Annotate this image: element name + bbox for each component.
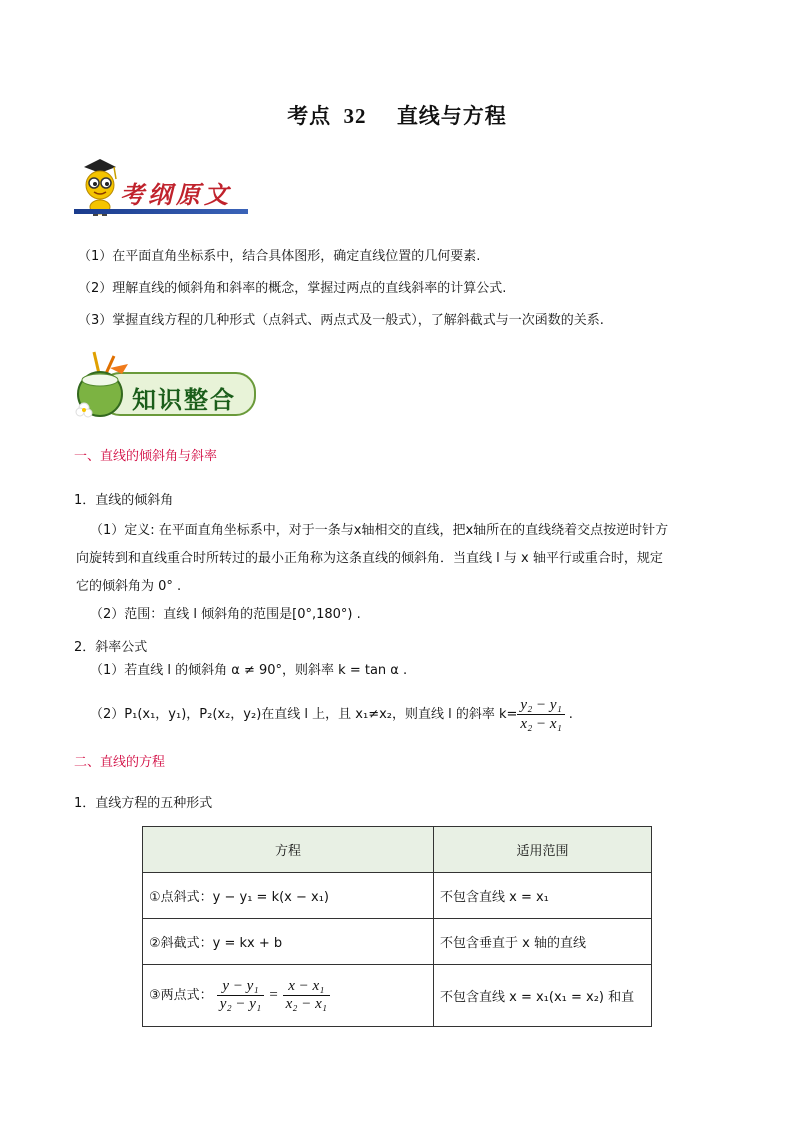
- definition-line-3: 它的倾斜角为 0° .: [76, 579, 182, 594]
- two-point-fraction-right: [283, 978, 330, 1013]
- fraction-numerator: x − x₁: [283, 978, 330, 996]
- table-header: 方程: [143, 827, 434, 873]
- title-number: 32: [343, 104, 367, 128]
- two-point-label: ③两点式：: [149, 988, 213, 1003]
- section-heading-2: 二、直线的方程: [74, 755, 166, 770]
- fraction-denominator: x₂ − x₁: [285, 996, 327, 1012]
- fraction-denominator: y₂ − y₁: [219, 996, 262, 1012]
- table-cell-equation: [143, 965, 434, 1027]
- title-prefix: 考点: [287, 104, 332, 128]
- table-row: [143, 873, 652, 919]
- slope-denominator: x₂ − x₁: [520, 716, 562, 732]
- section-heading-1: 一、直线的倾斜角与斜率: [74, 449, 218, 464]
- banner-title: 考纲原文: [120, 180, 232, 209]
- equals-sign: =: [268, 987, 279, 1003]
- two-point-fraction-left: [217, 978, 264, 1013]
- slope-numerator: y₂ − y₁: [517, 696, 564, 715]
- slope-fraction: [517, 696, 564, 733]
- fraction-numerator: y − y₁: [217, 978, 264, 996]
- outline-item-3: （3）掌握直线方程的几种形式（点斜式、两点式及一般式），了解斜截式与一次函数的关系.: [78, 313, 604, 328]
- line-equation-table: [142, 826, 652, 1027]
- table-cell-scope: 不包含直线 x = x₁(x₁ = x₂) 和直: [434, 965, 652, 1027]
- slope-statement-2: [90, 696, 573, 733]
- page-title: [0, 100, 794, 130]
- coconut-drink-icon: [70, 350, 132, 420]
- definition-line-1: （1）定义: 在平面直角坐标系中，对于一条与x轴相交的直线，把x轴所在的直线绕着交点按逆时针方: [90, 523, 669, 538]
- table-cell-scope: 不包含直线 x = x₁: [434, 873, 652, 919]
- table-row: [143, 965, 652, 1027]
- definition-line-2: 向旋转到和直线重合时所转过的最小正角称为这条直线的倾斜角．当直线 l 与 x 轴平行或重合时，规定: [76, 551, 663, 566]
- outline-item-1: （1）在平面直角坐标系中，结合具体图形，确定直线位置的几何要素.: [78, 249, 481, 264]
- range-statement: （2）范围：直线 l 倾斜角的范围是[0°,180°) .: [90, 607, 361, 622]
- table-row: [143, 919, 652, 965]
- subheading-five-forms: 1．直线方程的五种形式: [74, 796, 213, 811]
- slope-end: .: [568, 706, 573, 722]
- table-cell-equation: ②斜截式：y = kx + b: [143, 919, 434, 965]
- banner-knowledge: [70, 350, 255, 420]
- banner-title: 知识整合: [132, 385, 236, 414]
- slope-statement-1: （1）若直线 l 的倾斜角 α ≠ 90°，则斜率 k = tan α .: [90, 663, 408, 678]
- subheading-inclination: 1．直线的倾斜角: [74, 493, 174, 508]
- slope-statement-2-text: （2）P₁(x₁，y₁)，P₂(x₂，y₂)在直线 l 上，且 x₁≠x₂，则直线 l 的斜率 k=: [90, 706, 518, 722]
- table-header: 适用范围: [434, 827, 652, 873]
- outline-item-2: （2）理解直线的倾斜角和斜率的概念，掌握过两点的直线斜率的计算公式.: [78, 281, 507, 296]
- banner-exam-outline: [70, 155, 250, 217]
- table-header-row: [143, 827, 652, 873]
- table-cell-scope: 不包含垂直于 x 轴的直线: [434, 919, 652, 965]
- title-name: 直线与方程: [396, 104, 507, 128]
- table-cell-equation: ①点斜式：y − y₁ = k(x − x₁): [143, 873, 434, 919]
- subheading-slope: 2．斜率公式: [74, 640, 148, 655]
